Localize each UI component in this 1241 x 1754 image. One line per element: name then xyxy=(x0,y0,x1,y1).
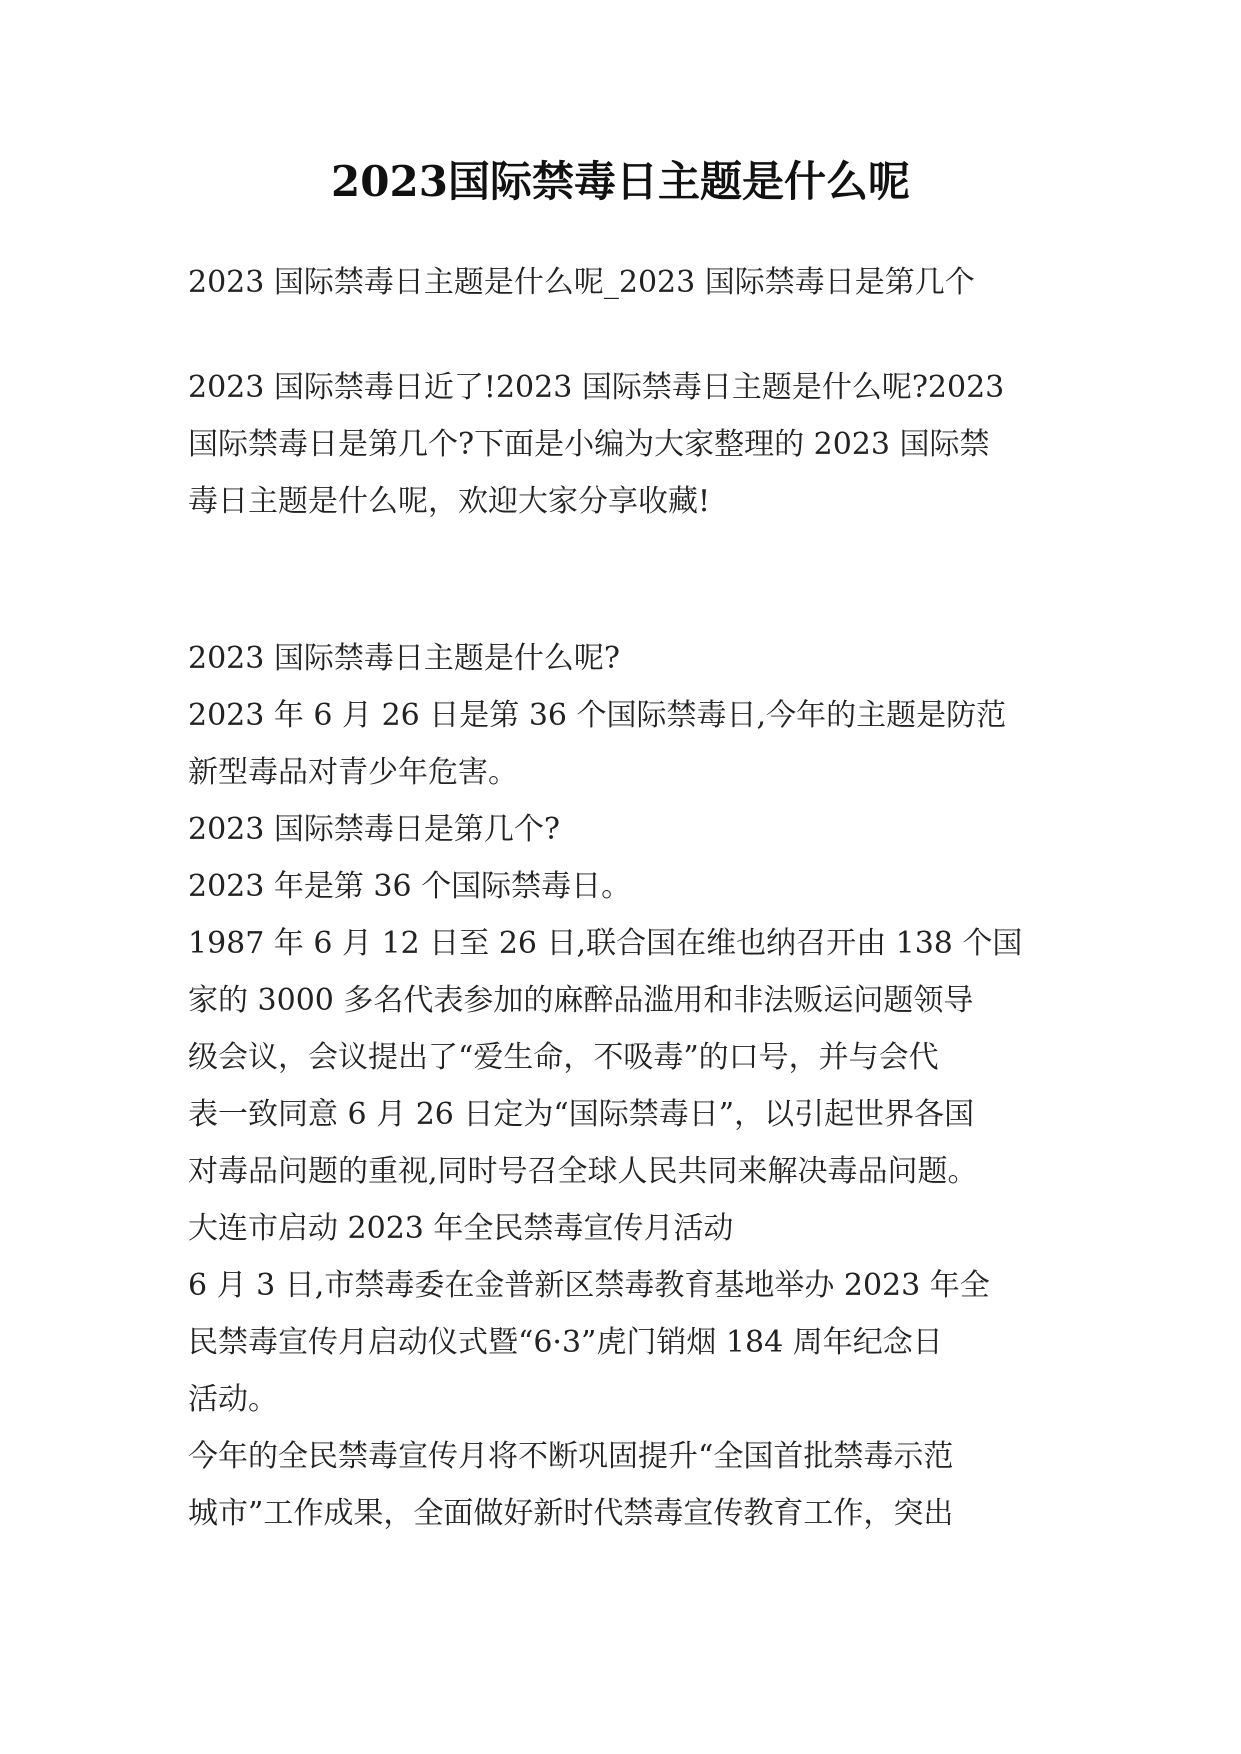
text-line: 2023 国际禁毒日主题是什么呢? xyxy=(188,641,620,676)
intro-paragraph xyxy=(188,359,1068,530)
text-line: 毒日主题是什么呢，欢迎大家分享收藏! xyxy=(188,484,711,519)
text-line: 2023 国际禁毒日主题是什么呢_2023 国际禁毒日是第几个 xyxy=(188,265,975,300)
text-line: 2023 国际禁毒日是第几个? xyxy=(188,812,560,847)
text-line: 2023 年是第 36 个国际禁毒日。 xyxy=(188,869,632,904)
text-line: 1987 年 6 月 12 日至 26 日,联合国在维也纳召开由 138 个国 xyxy=(188,926,1023,961)
text-line: 国际禁毒日是第几个?下面是小编为大家整理的 2023 国际禁 xyxy=(188,427,990,462)
text-line: 2023 年 6 月 26 日是第 36 个国际禁毒日,今年的主题是防范 xyxy=(188,698,1007,733)
text-line: 新型毒品对青少年危害。 xyxy=(188,755,518,790)
text-line: 级会议，会议提出了“爱生命，不吸毒”的口号，并与会代 xyxy=(188,1040,939,1075)
text-line: 民禁毒宣传月启动仪式暨“6·3”虎门销烟 184 周年纪念日 xyxy=(188,1325,943,1360)
text-line: 大连市启动 2023 年全民禁毒宣传月活动 xyxy=(188,1211,734,1246)
text-line: 今年的全民禁毒宣传月将不断巩固提升“全国首批禁毒示范 xyxy=(188,1439,954,1474)
text-line: 城市”工作成果，全面做好新时代禁毒宣传教育工作，突出 xyxy=(188,1496,954,1531)
text-line: 表一致同意 6 月 26 日定为“国际禁毒日”，以引起世界各国 xyxy=(188,1097,975,1132)
main-paragraphs xyxy=(188,630,1068,1542)
text-line: 活动。 xyxy=(188,1382,278,1417)
document-title: 2023国际禁毒日主题是什么呢 xyxy=(331,157,910,206)
text-line: 6 月 3 日,市禁毒委在金普新区禁毒教育基地举办 2023 年全 xyxy=(188,1268,990,1303)
text-line: 对毒品问题的重视,同时号召全球人民共同来解决毒品问题。 xyxy=(188,1154,978,1189)
text-line: 2023 国际禁毒日近了!2023 国际禁毒日主题是什么呢?2023 xyxy=(188,370,1005,405)
subtitle-paragraph xyxy=(188,254,1068,311)
text-line: 家的 3000 多名代表参加的麻醉品滥用和非法贩运问题领导 xyxy=(188,983,974,1018)
